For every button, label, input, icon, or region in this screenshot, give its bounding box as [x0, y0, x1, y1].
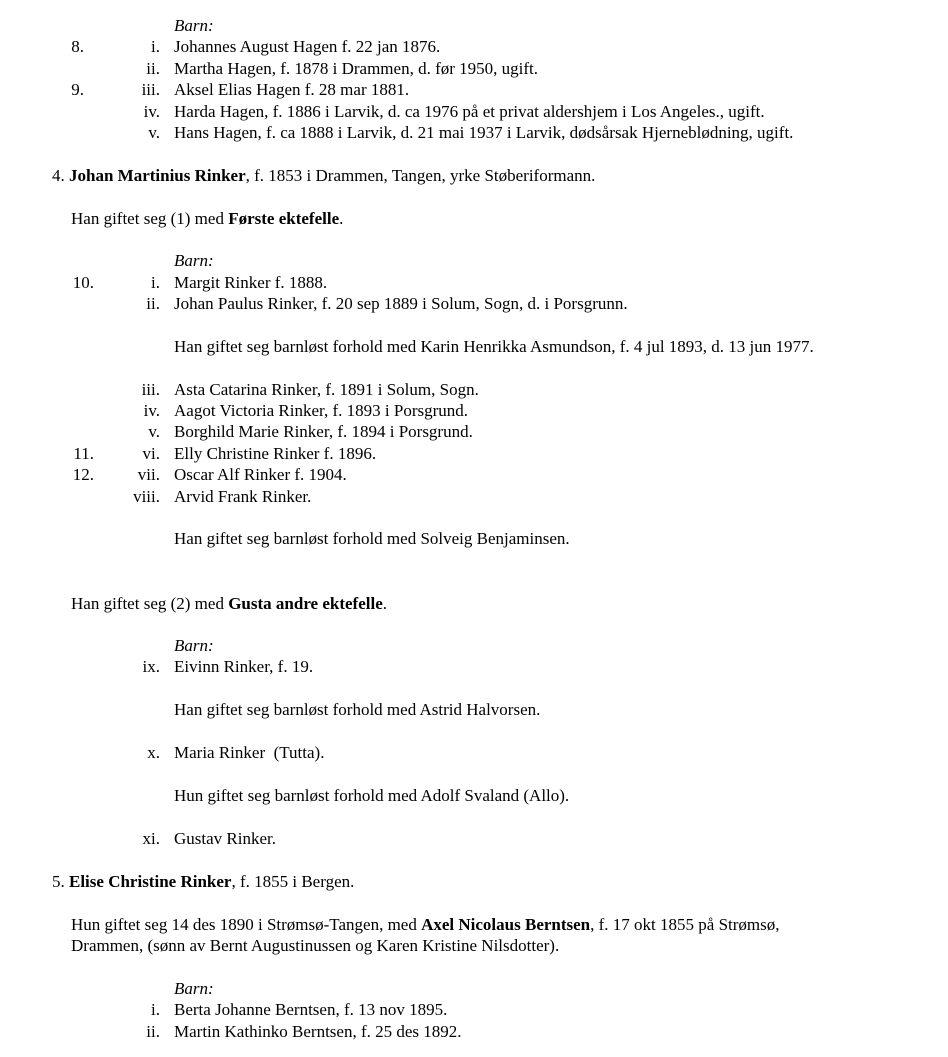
- child-roman-numeral: ix.: [142, 657, 160, 676]
- child-roman-numeral: iii.: [141, 380, 160, 399]
- spouse-name: Axel Nicolaus Berntsen: [421, 915, 591, 934]
- child-entry: Arvid Frank Rinker.: [174, 487, 312, 506]
- child-roman-numeral: iii.: [141, 80, 160, 99]
- marriage-note: Han giftet seg barnløst forhold med Astrid Halvorsen.: [174, 700, 541, 719]
- child-entry: Johan Paulus Rinker, f. 20 sep 1889 i Solum, Sogn, d. i Porsgrunn.: [174, 294, 628, 313]
- marriage-note: Han giftet seg barnløst forhold med Karin Henrikka Asmundson, f. 4 jul 1893, d. 13 jun 1977.: [174, 337, 814, 356]
- barn-heading: Barn:: [174, 251, 214, 270]
- child-roman-numeral: ii.: [146, 1022, 160, 1041]
- child-roman-numeral: vi.: [142, 444, 160, 463]
- child-entry: Johannes August Hagen f. 22 jan 1876.: [174, 37, 441, 56]
- child-roman-numeral: iv.: [143, 102, 160, 121]
- child-entry: Eivinn Rinker, f. 19.: [174, 657, 314, 676]
- spouse-name: Gusta andre ektefelle: [228, 594, 383, 613]
- marriage-prefix: Han giftet seg (2) med: [71, 594, 229, 613]
- barn-heading: Barn:: [174, 979, 214, 998]
- person-heading: [52, 872, 354, 892]
- child-roman-numeral: v.: [148, 422, 160, 441]
- marriage-suffix: .: [382, 594, 388, 613]
- child-entry: Martha Hagen, f. 1878 i Drammen, d. før 1950, ugift.: [174, 59, 538, 78]
- child-entry: Maria Rinker (Tutta).: [174, 743, 325, 762]
- child-ref-number: 10.: [72, 273, 94, 292]
- marriage-line-continued: Drammen, (sønn av Bernt Augustinussen og Karen Kristine Nilsdotter).: [71, 936, 560, 955]
- marriage-note: Han giftet seg barnløst forhold med Solveig Benjaminsen.: [174, 529, 570, 548]
- child-entry: Asta Catarina Rinker, f. 1891 i Solum, Sogn.: [174, 380, 479, 399]
- spouse-name: Første ektefelle: [228, 209, 340, 228]
- child-entry: Elly Christine Rinker f. 1896.: [174, 444, 377, 463]
- child-roman-numeral: i.: [151, 37, 160, 56]
- child-roman-numeral: v.: [148, 123, 160, 142]
- marriage-line: [71, 915, 780, 935]
- marriage-prefix: Han giftet seg (1) med: [71, 209, 229, 228]
- child-entry: Hans Hagen, f. ca 1888 i Larvik, d. 21 mai 1937 i Larvik, dødsårsak Hjerneblødning, ugift.: [174, 123, 794, 142]
- child-entry: Aksel Elias Hagen f. 28 mar 1881.: [174, 80, 410, 99]
- child-entry: Gustav Rinker.: [174, 829, 276, 848]
- marriage-suffix: .: [339, 209, 344, 228]
- child-roman-numeral: ii.: [146, 294, 160, 313]
- barn-heading: Barn:: [174, 16, 214, 35]
- child-entry: Berta Johanne Berntsen, f. 13 nov 1895.: [174, 1000, 448, 1019]
- person-details: , f. 1855 i Bergen.: [231, 872, 355, 891]
- child-ref-number: 8.: [71, 37, 84, 56]
- barn-heading: Barn:: [174, 636, 214, 655]
- child-entry: Oscar Alf Rinker f. 1904.: [174, 465, 347, 484]
- child-entry: Margit Rinker f. 1888.: [174, 273, 328, 292]
- child-entry: Harda Hagen, f. 1886 i Larvik, d. ca 1976 på et privat aldershjem i Los Angeles., ugift.: [174, 102, 765, 121]
- marriage-line: [71, 594, 387, 614]
- child-roman-numeral: i.: [151, 1000, 160, 1019]
- child-roman-numeral: vii.: [137, 465, 160, 484]
- child-ref-number: 9.: [71, 80, 84, 99]
- person-name: Elise Christine Rinker: [69, 872, 232, 891]
- marriage-suffix: , f. 17 okt 1855 på Strømsø,: [590, 915, 780, 934]
- child-ref-number: 12.: [72, 465, 94, 484]
- child-roman-numeral: i.: [151, 273, 160, 292]
- child-roman-numeral: ii.: [146, 59, 160, 78]
- child-entry: Borghild Marie Rinker, f. 1894 i Porsgrund.: [174, 422, 473, 441]
- person-number: 4.: [52, 166, 65, 185]
- child-roman-numeral: iv.: [143, 401, 160, 420]
- marriage-line: [71, 209, 343, 229]
- marriage-note: Hun giftet seg barnløst forhold med Adolf Svaland (Allo).: [174, 786, 570, 805]
- person-number: 5.: [52, 872, 65, 891]
- child-roman-numeral: x.: [147, 743, 160, 762]
- marriage-prefix: Hun giftet seg 14 des 1890 i Strømsø-Tangen, med: [71, 915, 422, 934]
- child-ref-number: 11.: [73, 444, 94, 463]
- child-entry: Martin Kathinko Berntsen, f. 25 des 1892.: [174, 1022, 462, 1041]
- child-entry: Aagot Victoria Rinker, f. 1893 i Porsgrund.: [174, 401, 469, 420]
- child-roman-numeral: xi.: [142, 829, 160, 848]
- child-roman-numeral: viii.: [133, 487, 160, 506]
- person-heading: [52, 166, 595, 186]
- person-name: Johan Martinius Rinker: [69, 166, 246, 185]
- person-details: , f. 1853 i Drammen, Tangen, yrke Støberiformann.: [245, 166, 596, 185]
